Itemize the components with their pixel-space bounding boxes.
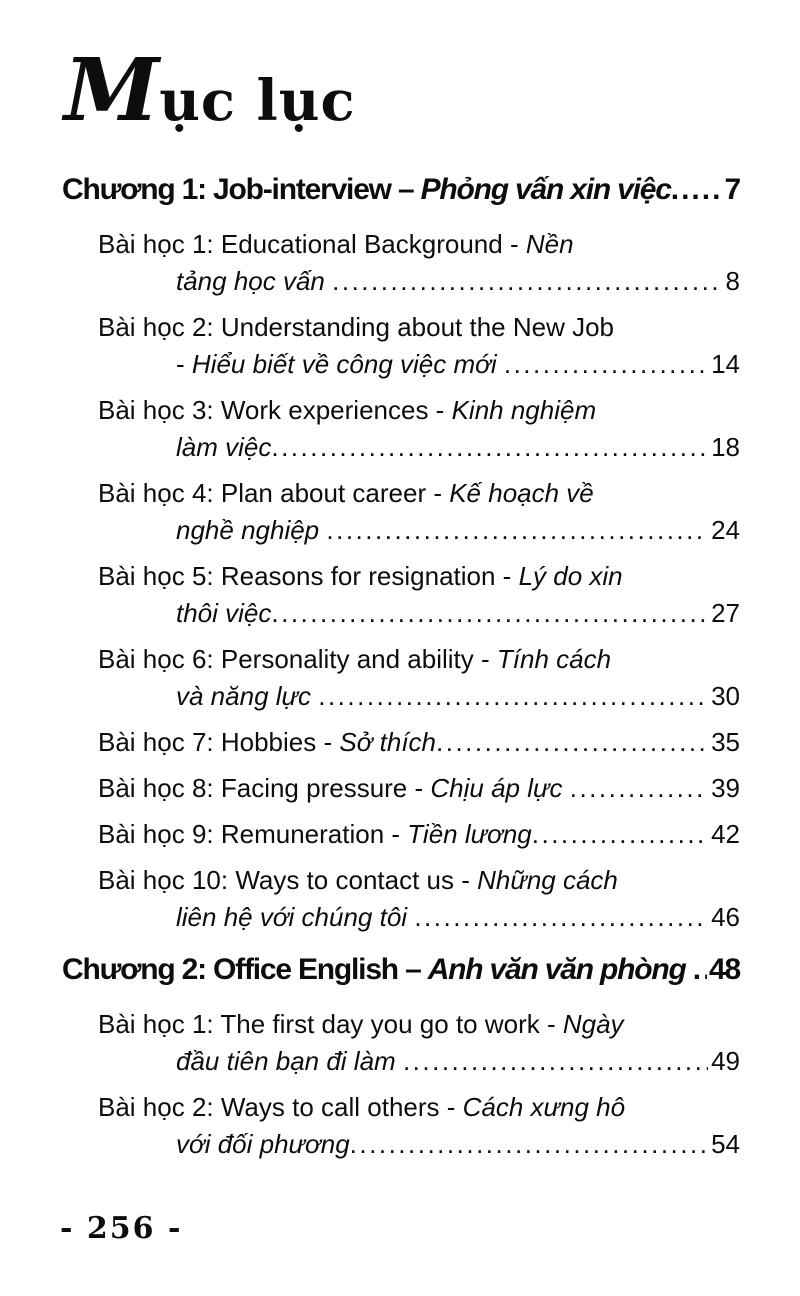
lesson-text-vi: Nền	[525, 229, 574, 259]
lesson-line	[98, 678, 740, 715]
page-number: 42	[711, 819, 740, 849]
lesson-line	[98, 724, 740, 761]
lesson-entry	[62, 724, 740, 761]
lesson-text-vi: Kế hoạch về	[449, 478, 594, 508]
lesson-text-vi: đầu tiên bạn đi làm	[176, 1046, 403, 1076]
lesson-line	[98, 263, 740, 300]
page-title-text: ục lục	[159, 68, 356, 134]
lesson-text-vi: nghề nghiệp	[176, 515, 327, 545]
lesson-text-en: Bài học 4: Plan about career -	[98, 478, 450, 508]
lesson-entry	[62, 309, 740, 383]
lesson-entry	[62, 770, 740, 807]
page-number: 18	[711, 432, 740, 462]
dot-leader	[570, 770, 708, 807]
chapter-title-en: Chương 1: Job-interview –	[62, 173, 421, 206]
lesson-line	[98, 641, 740, 678]
page-number: 35	[711, 727, 740, 757]
lesson-line	[98, 226, 740, 263]
page-number: 49	[711, 1046, 740, 1076]
chapter-heading	[62, 170, 740, 210]
lesson-text-vi: Lý do xin	[518, 561, 623, 591]
page-number: 30	[711, 681, 740, 711]
lesson-text-vi: Những cách	[477, 865, 618, 895]
lesson-line	[98, 595, 740, 632]
lesson-text-vi: làm việc	[176, 432, 272, 462]
dot-leader	[271, 429, 708, 466]
lesson-text-vi: Tiền lương	[407, 819, 532, 849]
lesson-line	[98, 1006, 740, 1043]
lesson-line	[98, 309, 740, 346]
lesson-text-en: Bài học 10: Ways to contact us -	[98, 865, 478, 895]
lesson-text-en: Bài học 7: Hobbies -	[98, 727, 340, 757]
dot-leader	[318, 678, 708, 715]
lesson-text-en: Bài học 9: Remuneration -	[98, 819, 408, 849]
toc	[62, 170, 740, 1163]
chapter-dot-leader	[671, 170, 723, 210]
dot-leader	[403, 1043, 708, 1080]
chapter-title-vi: Phỏng vấn xin việc	[420, 173, 671, 206]
lesson-line	[98, 770, 740, 807]
lesson-text-vi: và năng lực	[176, 681, 319, 711]
lesson-entry	[62, 1006, 740, 1080]
lesson-entry	[62, 641, 740, 715]
lesson-entry	[62, 392, 740, 466]
page-number: 27	[711, 598, 740, 628]
lesson-text-en: Bài học 2: Understanding about the New Job	[98, 312, 615, 342]
lesson-text-vi: với đối phương	[176, 1129, 350, 1159]
chapter-dot-leader	[693, 950, 707, 990]
page-number: 46	[711, 902, 740, 932]
page-number: 39	[711, 773, 740, 803]
page-number: 24	[711, 515, 740, 545]
lesson-entry	[62, 816, 740, 853]
page-number: 8	[725, 266, 740, 296]
lesson-line	[98, 512, 740, 549]
chapter-page-number: 7	[724, 173, 740, 206]
lesson-entry	[62, 862, 740, 936]
dot-leader	[504, 346, 708, 383]
folio-page-number: - 256 -	[60, 1211, 183, 1246]
dot-leader	[532, 816, 708, 853]
lesson-text-vi: tảng học vấn	[176, 266, 333, 296]
lesson-entry	[62, 475, 740, 549]
lesson-text-vi: Chịu áp lực	[430, 773, 570, 803]
lesson-line	[98, 1089, 740, 1126]
lesson-text-en: Bài học 8: Facing pressure -	[98, 773, 431, 803]
lesson-line	[98, 346, 740, 383]
dot-leader	[332, 263, 722, 300]
lesson-line	[98, 862, 740, 899]
lesson-line	[98, 475, 740, 512]
lesson-text-en: Bài học 5: Reasons for resignation -	[98, 561, 519, 591]
lesson-text-vi: Hiểu biết về công việc mới	[191, 349, 504, 379]
lesson-line	[98, 429, 740, 466]
lesson-text-en: Bài học 6: Personality and ability -	[98, 644, 497, 674]
page-number: 14	[711, 349, 740, 379]
dot-leader	[350, 1126, 708, 1163]
dot-leader	[414, 899, 708, 936]
dot-leader	[326, 512, 708, 549]
page-title-initial: M	[64, 40, 158, 141]
lesson-text-vi: Cách xưng hô	[462, 1092, 626, 1122]
lesson-text-en: Bài học 1: Educational Background -	[98, 229, 526, 259]
lesson-text-vi: Tính cách	[496, 644, 612, 674]
chapter-title-en: Chương 2: Office English –	[62, 953, 428, 986]
chapter-title-vi: Anh văn văn phòng	[427, 953, 693, 986]
lesson-entry	[62, 558, 740, 632]
lesson-entry	[62, 226, 740, 300]
lesson-line	[98, 558, 740, 595]
lesson-line	[98, 1126, 740, 1163]
chapter-heading	[62, 950, 740, 990]
dot-leader	[271, 595, 708, 632]
lesson-line	[98, 899, 740, 936]
lesson-text-vi: Ngày	[562, 1009, 624, 1039]
page-number: 54	[711, 1129, 740, 1159]
lesson-text-en: Bài học 3: Work experiences -	[98, 395, 452, 425]
lesson-text-vi: thôi việc	[176, 598, 272, 628]
lesson-text-vi: liên hệ với chúng tôi	[176, 902, 415, 932]
lesson-line	[98, 1043, 740, 1080]
chapter-page-number: 48	[709, 953, 740, 986]
dot-leader	[436, 724, 708, 761]
lesson-line	[98, 392, 740, 429]
lesson-text-vi: Sở thích	[339, 727, 437, 757]
lesson-entry	[62, 1089, 740, 1163]
lesson-text-vi: Kinh nghiệm	[451, 395, 597, 425]
lesson-text-en: Bài học 2: Ways to call others -	[98, 1092, 463, 1122]
lesson-line	[98, 816, 740, 853]
lesson-text-en: -	[176, 349, 192, 379]
lesson-text-en: Bài học 1: The first day you go to work -	[98, 1009, 563, 1039]
page-title	[64, 40, 740, 141]
